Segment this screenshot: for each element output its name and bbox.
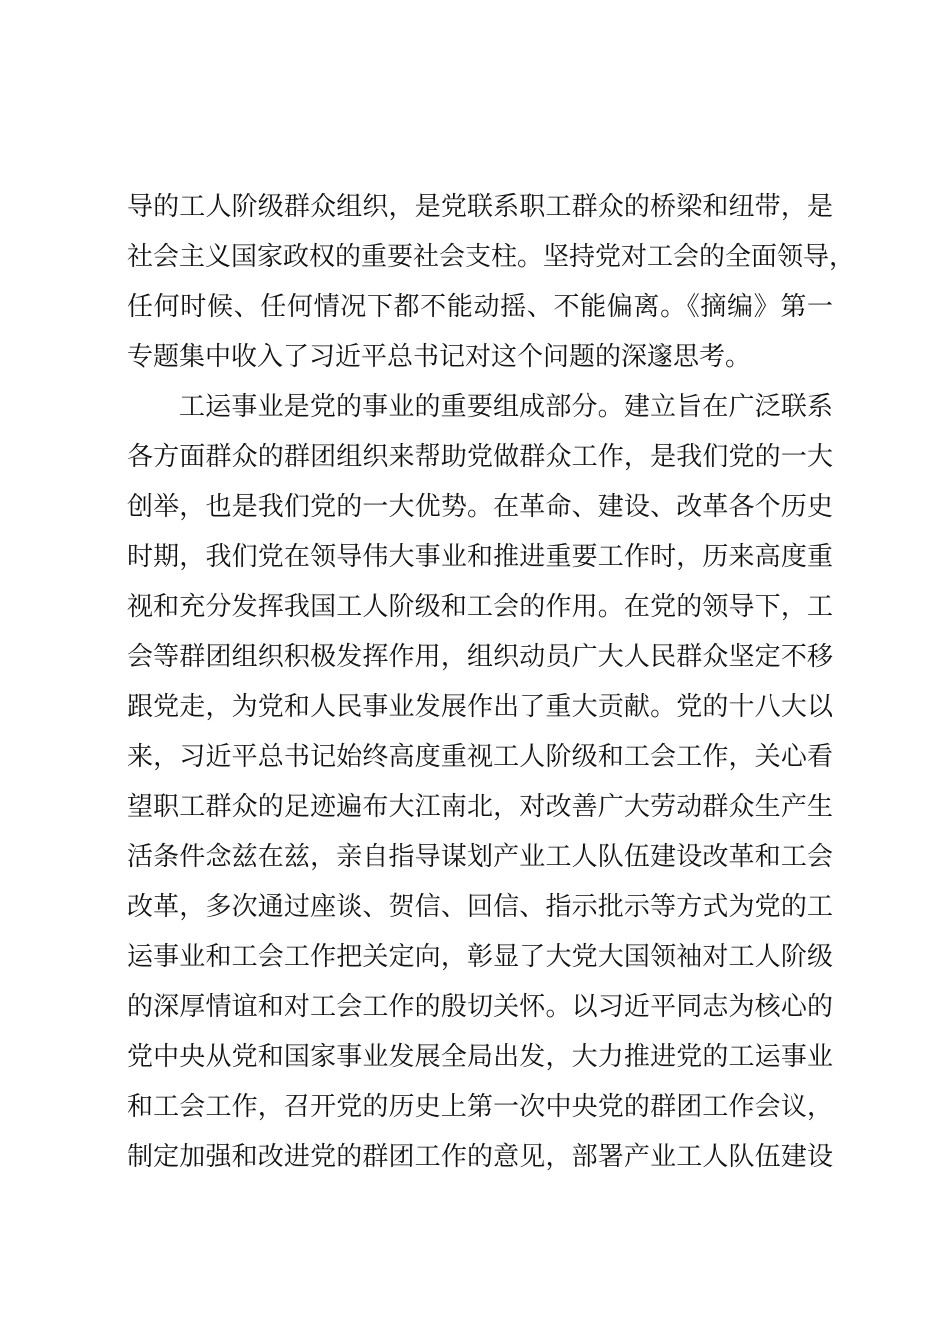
paragraph-2 bbox=[127, 382, 833, 1182]
paragraph-2-line-3: 创举，也是我们党的一大优势。在革命、建设、改革各个历史 bbox=[127, 492, 833, 522]
paragraph-1-line-3: 任何时候、任何情况下都不能动摇、不能偏离。《摘编》第一 bbox=[127, 292, 833, 322]
paragraph-2-line-14: 党中央从党和国家事业发展全局出发，大力推进党的工运事业 bbox=[127, 1042, 833, 1072]
paragraph-1-line-2: 社会主义国家政权的重要社会支柱。坚持党对工会的全面领导， bbox=[127, 242, 856, 272]
paragraph-2-line-7: 跟党走，为党和人民事业发展作出了重大贡献。党的十八大以 bbox=[127, 692, 833, 722]
paragraph-1-line-4: 专题集中收入了习近平总书记对这个问题的深邃思考。 bbox=[127, 342, 752, 372]
paragraph-2-line-11: 改革，多次通过座谈、贺信、回信、指示批示等方式为党的工 bbox=[127, 892, 833, 922]
paragraph-2-line-1: 工运事业是党的事业的重要组成部分。建立旨在广泛联系 bbox=[179, 392, 833, 422]
paragraph-2-line-2: 各方面群众的群团组织来帮助党做群众工作，是我们党的一大 bbox=[127, 442, 833, 472]
paragraph-2-line-4: 时期，我们党在领导伟大事业和推进重要工作时，历来高度重 bbox=[127, 542, 833, 572]
paragraph-2-line-16: 制定加强和改进党的群团工作的意见，部署产业工人队伍建设 bbox=[127, 1142, 833, 1172]
paragraph-2-line-12: 运事业和工会工作把关定向，彰显了大党大国领袖对工人阶级 bbox=[127, 942, 833, 972]
paragraph-2-line-9: 望职工群众的足迹遍布大江南北，对改善广大劳动群众生产生 bbox=[127, 792, 833, 822]
paragraph-1 bbox=[127, 182, 856, 382]
paragraph-2-line-10: 活条件念兹在兹，亲自指导谋划产业工人队伍建设改革和工会 bbox=[127, 842, 833, 872]
paragraph-2-line-15: 和工会工作，召开党的历史上第一次中央党的群团工作会议， bbox=[127, 1092, 833, 1122]
paragraph-1-line-1: 导的工人阶级群众组织，是党联系职工群众的桥梁和纽带，是 bbox=[127, 192, 833, 222]
paragraph-2-line-5: 视和充分发挥我国工人阶级和工会的作用。在党的领导下，工 bbox=[127, 592, 833, 622]
paragraph-2-line-6: 会等群团组织积极发挥作用，组织动员广大人民群众坚定不移 bbox=[127, 642, 833, 672]
paragraph-2-line-8: 来，习近平总书记始终高度重视工人阶级和工会工作，关心看 bbox=[127, 742, 833, 772]
paragraph-2-line-13: 的深厚情谊和对工会工作的殷切关怀。以习近平同志为核心的 bbox=[127, 992, 833, 1022]
